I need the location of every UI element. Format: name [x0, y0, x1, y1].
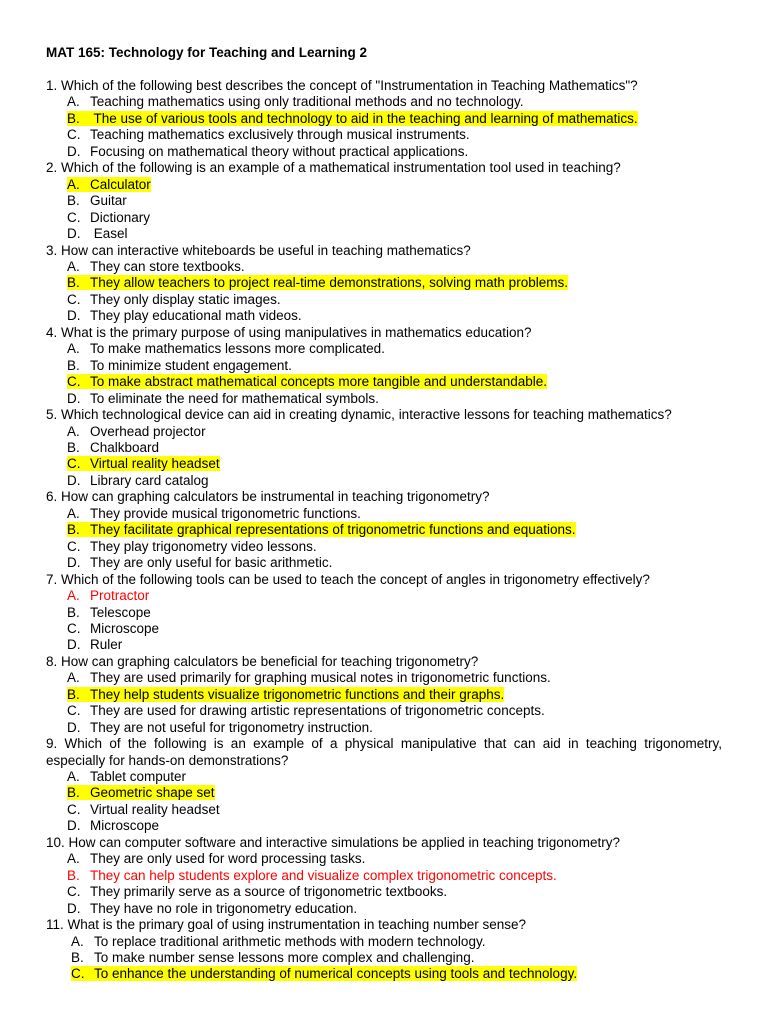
option-text: To make abstract mathematical concepts more tangible and understandable.: [90, 374, 548, 390]
highlighted-answer: [67, 111, 638, 126]
answer-option: [46, 884, 722, 900]
option-text: Easel: [90, 226, 128, 242]
question-text: 1. Which of the following best describes the concept of "Instrumentation in Teaching Mathematics"?: [46, 78, 638, 93]
answer-option: [46, 424, 722, 440]
option-text: They are only used for word processing tasks.: [90, 851, 366, 867]
option-content: [67, 341, 385, 356]
option-letter: A.: [67, 505, 80, 521]
option-text: Focusing on mathematical theory without practical applications.: [90, 143, 469, 159]
answer-option: [46, 473, 722, 489]
option-letter: B.: [67, 193, 80, 209]
question-text: 10. How can computer software and interactive simulations be applied in teaching trigonometry?: [46, 834, 621, 850]
option-letter: B.: [67, 522, 80, 538]
answer-option: [46, 539, 722, 555]
answer-option: [46, 868, 722, 884]
document-page: [46, 44, 722, 983]
option-text: Tablet computer: [90, 769, 187, 785]
option-content: [67, 884, 447, 899]
question-text: 5. Which technological device can aid in creating dynamic, interactive lessons for teaching mathematics?: [46, 407, 672, 423]
answer-option: [46, 720, 722, 736]
option-list: [46, 851, 722, 917]
option-list: [46, 506, 722, 572]
option-letter: A.: [71, 933, 84, 949]
option-letter: A.: [67, 94, 80, 110]
option-letter: A.: [67, 176, 80, 192]
option-content: [67, 555, 332, 570]
option-text: They are used primarily for graphing musical notes in trigonometric functions.: [90, 670, 551, 686]
option-text: Virtual reality headset: [90, 801, 220, 817]
answer-option: [46, 111, 722, 127]
answer-option: [46, 391, 722, 407]
option-text: They primarily serve as a source of trigonometric textbooks.: [90, 884, 448, 900]
option-content: [67, 473, 209, 488]
highlighted-answer: [67, 687, 504, 702]
option-letter: C.: [67, 703, 81, 719]
option-letter: B.: [67, 110, 80, 126]
option-content: [67, 901, 357, 916]
option-letter: B.: [67, 604, 80, 620]
answer-option: [46, 621, 722, 637]
answer-option: [46, 226, 722, 242]
answer-option: [46, 785, 722, 801]
highlighted-answer: [67, 275, 568, 290]
option-letter: B.: [67, 785, 80, 801]
question-text: 6. How can graphing calculators be instrumental in teaching trigonometry?: [46, 489, 490, 505]
option-letter: B.: [67, 686, 80, 702]
option-letter: A.: [67, 851, 80, 867]
option-text: Virtual reality headset: [90, 456, 220, 472]
question-text: 4. What is the primary purpose of using manipulatives in mathematics education?: [46, 324, 532, 340]
question-text: 2. Which of the following is an example of a mathematical instrumentation tool used in teaching?: [46, 160, 621, 176]
option-text: Chalkboard: [90, 439, 160, 455]
answer-option: [46, 292, 722, 308]
option-text: They provide musical trigonometric functions.: [90, 505, 361, 521]
option-letter: D.: [67, 308, 81, 324]
option-letter: A.: [67, 769, 80, 785]
option-letter: B.: [67, 439, 80, 455]
option-letter: D.: [67, 719, 81, 735]
answer-option: [46, 144, 722, 160]
option-text: Dictionary: [90, 209, 151, 225]
option-letter: B.: [67, 357, 80, 373]
option-list: [46, 670, 722, 736]
option-list: [46, 934, 722, 983]
option-letter: C.: [67, 291, 81, 307]
option-letter: B.: [67, 275, 80, 291]
option-list: [46, 259, 722, 325]
option-content: [67, 720, 373, 735]
option-text: They are not useful for trigonometry instruction.: [90, 719, 373, 735]
option-text: To replace traditional arithmetic methods with modern technology.: [94, 933, 486, 949]
answer-option: [46, 193, 722, 209]
option-text: Overhead projector: [90, 423, 206, 439]
option-content: [67, 210, 150, 225]
answer-option: [46, 374, 722, 390]
red-marked-answer: [67, 588, 149, 603]
answer-option: [46, 901, 722, 917]
answer-option: [46, 818, 722, 834]
option-text: To minimize student engagement.: [90, 357, 292, 373]
option-text: They play educational math videos.: [90, 308, 302, 324]
answer-option: [46, 358, 722, 374]
option-content: [67, 605, 151, 620]
answer-option: [46, 637, 722, 653]
option-text: They can store textbooks.: [90, 258, 245, 274]
answer-option: [46, 950, 722, 966]
option-text: They play trigonometry video lessons.: [90, 538, 317, 554]
option-list: [46, 94, 722, 160]
answer-option: [46, 308, 722, 324]
option-content: [67, 94, 524, 109]
option-text: Guitar: [90, 193, 127, 209]
answer-option: [46, 210, 722, 226]
option-letter: C.: [67, 127, 81, 143]
option-text: The use of various tools and technology to aid in the teaching and learning of mathematics.: [90, 110, 638, 126]
option-list: [46, 769, 722, 835]
option-text: To make mathematics lessons more complicated.: [90, 341, 385, 357]
question-text: 9. Which of the following is an example of a physical manipulative that can aid in teaching trigonometry, especially for hands-on demonstrations?: [46, 736, 722, 768]
option-letter: C.: [67, 801, 81, 817]
option-letter: C.: [71, 966, 85, 982]
option-content: [67, 259, 245, 274]
answer-option: [46, 851, 722, 867]
highlighted-answer: [67, 177, 151, 192]
option-letter: A.: [67, 588, 80, 604]
option-text: Geometric shape set: [90, 785, 215, 801]
option-text: They only display static images.: [90, 291, 281, 307]
answer-option: [46, 670, 722, 686]
option-text: Microscope: [90, 818, 160, 834]
option-text: Library card catalog: [90, 472, 209, 488]
option-letter: D.: [67, 143, 81, 159]
option-letter: C.: [67, 374, 81, 390]
answer-option: [46, 94, 722, 110]
option-text: To eliminate the need for mathematical symbols.: [90, 390, 379, 406]
answer-option: [46, 177, 722, 193]
option-letter: A.: [67, 258, 80, 274]
option-letter: C.: [67, 456, 81, 472]
option-list: [46, 177, 722, 243]
option-text: Teaching mathematics using only traditional methods and no technology.: [90, 94, 524, 110]
answer-option: [46, 506, 722, 522]
highlighted-answer: [67, 456, 220, 471]
option-letter: D.: [67, 637, 81, 653]
page-title: MAT 165: Technology for Teaching and Learning 2: [46, 45, 368, 60]
answer-option: [46, 687, 722, 703]
option-letter: D.: [67, 555, 81, 571]
option-content: [67, 440, 159, 455]
option-content: [71, 950, 474, 965]
answer-option: [46, 275, 722, 291]
option-letter: D.: [67, 818, 81, 834]
option-content: [67, 391, 379, 406]
option-letter: C.: [67, 538, 81, 554]
option-letter: D.: [67, 226, 81, 242]
question-text: 7. Which of the following tools can be used to teach the concept of angles in trigonometry effectively?: [46, 571, 650, 587]
option-text: Telescope: [90, 604, 151, 620]
option-text: Ruler: [90, 637, 123, 653]
option-text: They are only useful for basic arithmetic.: [90, 555, 333, 571]
answer-option: [46, 341, 722, 357]
option-text: Calculator: [90, 176, 151, 192]
answer-option: [46, 966, 722, 982]
option-content: [67, 818, 159, 833]
answer-option: [46, 934, 722, 950]
option-letter: A.: [67, 423, 80, 439]
option-text: Teaching mathematics exclusively through musical instruments.: [90, 127, 470, 143]
option-content: [67, 127, 470, 142]
option-text: To enhance the understanding of numerical concepts using tools and technology.: [94, 966, 578, 982]
option-text: They help students visualize trigonometric functions and their graphs.: [90, 686, 505, 702]
highlighted-answer: [67, 785, 215, 800]
option-content: [67, 308, 302, 323]
answer-option: [46, 802, 722, 818]
answer-option: [46, 456, 722, 472]
option-text: To make number sense lessons more complex and challenging.: [94, 950, 475, 966]
highlighted-answer: [67, 374, 547, 389]
option-text: They can help students explore and visualize complex trigonometric concepts.: [90, 867, 557, 883]
answer-option: [46, 605, 722, 621]
option-letter: C.: [67, 620, 81, 636]
answer-option: [46, 703, 722, 719]
option-content: [67, 424, 206, 439]
option-content: [71, 934, 485, 949]
option-letter: D.: [67, 390, 81, 406]
option-content: [67, 539, 317, 554]
highlighted-answer: [67, 522, 576, 537]
question-text: 8. How can graphing calculators be beneficial for teaching trigonometry?: [46, 653, 479, 669]
option-letter: C.: [67, 884, 81, 900]
option-letter: D.: [67, 472, 81, 488]
option-list: [46, 424, 722, 490]
option-text: They are used for drawing artistic representations of trigonometric concepts.: [90, 703, 545, 719]
option-content: [67, 637, 122, 652]
option-content: [67, 193, 127, 208]
red-marked-answer: [67, 868, 557, 883]
option-content: [67, 670, 551, 685]
answer-option: [46, 522, 722, 538]
option-content: [67, 851, 365, 866]
highlighted-answer: [71, 966, 577, 981]
option-content: [67, 226, 128, 241]
option-list: [46, 588, 722, 654]
answer-option: [46, 440, 722, 456]
question-list: [46, 78, 722, 983]
option-text: They have no role in trigonometry education.: [90, 900, 358, 916]
option-list: [46, 341, 722, 407]
question-text: 11. What is the primary goal of using instrumentation in teaching number sense?: [46, 917, 527, 933]
option-letter: C.: [67, 209, 81, 225]
option-letter: A.: [67, 341, 80, 357]
option-content: [67, 703, 545, 718]
option-text: They allow teachers to project real-time demonstrations, solving math problems.: [90, 275, 568, 291]
option-content: [67, 144, 468, 159]
option-text: They facilitate graphical representations of trigonometric functions and equations.: [90, 522, 576, 538]
question-text: 3. How can interactive whiteboards be useful in teaching mathematics?: [46, 242, 471, 258]
option-content: [67, 292, 281, 307]
option-letter: D.: [67, 900, 81, 916]
answer-option: [46, 769, 722, 785]
option-content: [67, 358, 292, 373]
option-letter: B.: [67, 867, 80, 883]
option-content: [67, 802, 220, 817]
option-letter: A.: [67, 670, 80, 686]
option-content: [67, 621, 159, 636]
option-content: [67, 506, 361, 521]
option-text: Microscope: [90, 620, 160, 636]
answer-option: [46, 259, 722, 275]
option-text: Protractor: [90, 588, 150, 604]
answer-option: [46, 555, 722, 571]
option-letter: B.: [71, 950, 84, 966]
option-content: [67, 769, 186, 784]
answer-option: [46, 588, 722, 604]
answer-option: [46, 127, 722, 143]
